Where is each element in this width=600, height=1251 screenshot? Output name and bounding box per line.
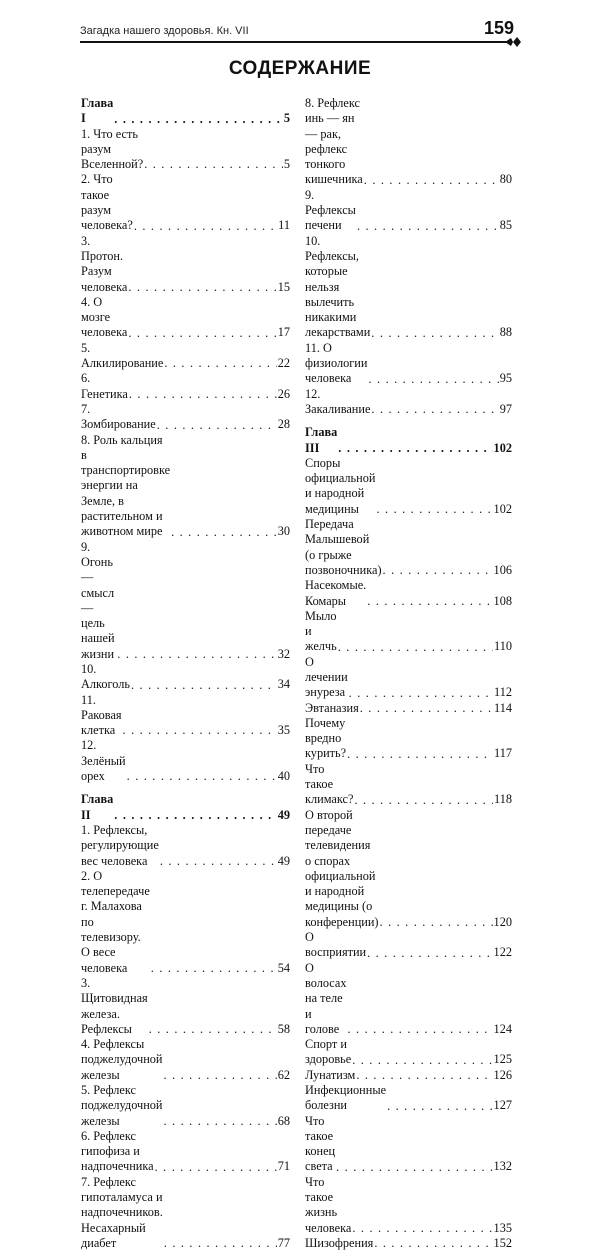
toc-entry: [305, 1114, 512, 1175]
toc-entry: [305, 655, 512, 701]
toc-entry-page: 5: [283, 111, 290, 126]
dot-leader: [376, 505, 492, 514]
dot-leader: [371, 329, 498, 338]
dot-leader: [352, 1056, 492, 1065]
toc-entry-page: 17: [277, 325, 290, 340]
toc-entry: [305, 701, 512, 716]
toc-entry: [81, 234, 290, 295]
dot-leader: [164, 359, 276, 368]
toc-entry: [81, 738, 290, 784]
toc-entry-page: 110: [494, 639, 512, 654]
toc-chapter-entry: [81, 96, 290, 127]
dot-leader: [171, 528, 277, 537]
dot-leader: [160, 857, 277, 866]
toc-entry-title: Почему вредно курить?: [305, 715, 347, 761]
toc-entry-title: 5. Рефлекс поджелудочной железы: [81, 1083, 163, 1128]
dot-leader: [357, 222, 499, 231]
header-rule: [80, 41, 508, 43]
dot-leader: [127, 772, 277, 781]
toc-entry: [305, 1068, 512, 1083]
page-number: 159: [483, 18, 514, 38]
toc-entry-page: 85: [499, 218, 512, 233]
dot-leader: [374, 1239, 492, 1248]
toc-entry-page: 26: [277, 386, 290, 401]
toc-entry-title: 12. Зелёный орех: [81, 738, 126, 784]
toc-entry-page: 71: [277, 1159, 290, 1174]
toc-entry-title: О восприятии: [305, 930, 367, 960]
toc-entry-title: 10. Алкоголь: [81, 661, 130, 692]
dot-leader: [364, 176, 499, 185]
toc-entry: [305, 1083, 512, 1114]
toc-entry: [305, 517, 512, 578]
toc-entry-title: 7. Рефлекс гипоталамуса и надпочечников. Несахарный диабет: [81, 1174, 163, 1250]
toc-entry-title: Что такое конец света: [305, 1113, 336, 1174]
toc-entry-page: 152: [493, 1235, 512, 1250]
toc-entry-page: 22: [277, 356, 290, 371]
toc-entry-page: 102: [493, 440, 512, 455]
toc-entry-title: Что такое жизнь человека: [305, 1174, 352, 1235]
toc-entry-page: 54: [277, 960, 290, 975]
toc-entry-page: 95: [499, 371, 512, 386]
dot-leader: [151, 964, 277, 973]
toc-entry-page: 58: [277, 1021, 290, 1036]
toc-entry-page: 97: [499, 401, 512, 416]
toc-entry-page: 11: [278, 218, 290, 233]
dot-leader: [368, 375, 498, 384]
dot-leader: [155, 1163, 277, 1172]
dot-leader: [117, 650, 276, 659]
toc-entry: [81, 1037, 290, 1083]
toc-entry-title: 8. Рефлекс инь — ян — рак, рефлекс тонкого кишечника: [305, 96, 363, 187]
toc-entry-title: 3. Протон. Разум человека: [81, 233, 128, 294]
toc-entry: [305, 387, 512, 418]
toc-entry-page: 34: [277, 677, 290, 692]
toc-entry: [305, 234, 512, 341]
toc-entry-page: 122: [493, 945, 512, 960]
toc-entry-title: 8. Роль кальция в транспортировке энергии на Земле, в растительном и животном мире: [81, 432, 171, 539]
toc-left-column: [81, 96, 290, 1251]
toc-entry-page: 62: [277, 1067, 290, 1082]
toc-entry-title: 2. Что такое разум человека?: [81, 172, 133, 233]
toc-entry-title: 1. Что есть разум Вселенной?: [81, 126, 144, 172]
toc-entry-page: 112: [494, 685, 512, 700]
chapter-spacer: [81, 784, 290, 792]
toc-entry-title: 3. Щитовидная железа. Рефлексы: [81, 975, 148, 1036]
toc-entry-title: 1. Рефлексы, регулирующие вес человека: [81, 822, 159, 868]
dot-leader: [367, 597, 492, 606]
toc-entry-page: 15: [277, 279, 290, 294]
dot-leader: [371, 405, 498, 414]
dot-leader: [383, 566, 493, 575]
toc-entry-title: 4. О мозге человека: [81, 294, 128, 340]
dot-leader: [149, 1025, 277, 1034]
toc-chapter-entry: [81, 792, 290, 823]
toc-entry: [81, 823, 290, 869]
toc-entry-page: 28: [277, 417, 290, 432]
dot-leader: [128, 283, 276, 292]
toc-entry-page: 77: [277, 1235, 290, 1250]
toc-entry-page: 35: [277, 723, 290, 738]
dot-leader: [347, 750, 493, 759]
toc-entry: [81, 402, 290, 433]
toc-entry: [81, 693, 290, 739]
toc-entry-page: 135: [493, 1220, 512, 1235]
toc-entry-page: 30: [277, 524, 290, 539]
dot-leader: [336, 1163, 492, 1172]
toc-entry-title: 11. Раковая клетка: [81, 692, 122, 738]
toc-entry-page: 127: [493, 1098, 512, 1113]
toc-entry-title: Шизофрения: [305, 1235, 374, 1250]
toc-entry-title: 10. Рефлексы, которые нельзя вылечить никакими лекарствами: [305, 233, 371, 340]
toc-entry-page: 126: [493, 1067, 512, 1082]
toc-entry: [305, 456, 512, 517]
toc-entry-page: 88: [499, 325, 512, 340]
toc-entry-page: 118: [494, 792, 512, 807]
toc-entry: [81, 371, 290, 402]
toc-entry-page: 120: [493, 914, 512, 929]
dot-leader: [114, 115, 283, 124]
toc-entry-title: 9. Огонь — смысл — цель нашей жизни: [81, 539, 115, 661]
dot-leader: [354, 796, 493, 805]
dot-leader: [338, 643, 493, 652]
toc-entry: [305, 762, 512, 808]
toc-entry-title: Насекомые. Комары: [305, 578, 367, 608]
toc-entry: [81, 976, 290, 1037]
dot-leader: [128, 329, 276, 338]
dot-leader: [356, 1071, 492, 1080]
dot-leader: [349, 689, 493, 698]
toc-entry-title: Спорт и здоровье: [305, 1037, 352, 1067]
dot-leader: [144, 160, 283, 169]
toc-entry-title: Глава III: [305, 425, 338, 455]
running-title: Загадка нашего здоровья. Кн. VII: [80, 25, 249, 37]
toc-entry-title: 6. Рефлекс гипофиза и надпочечника: [81, 1128, 154, 1174]
dot-leader: [134, 222, 277, 231]
dot-leader: [164, 1117, 277, 1126]
toc-entry: [81, 433, 290, 540]
toc-entry: [81, 869, 290, 976]
toc-right-column: [305, 96, 512, 1251]
toc-entry: [81, 662, 290, 693]
dot-leader: [131, 681, 277, 690]
toc-title: СОДЕРЖАНИЕ: [228, 58, 372, 79]
toc-entry-title: О второй передаче телевидения о спорах официальной и народной медицины (о конференции): [305, 807, 379, 929]
toc-entry-page: 49: [277, 853, 290, 868]
toc-entry-title: Эвтаназия: [305, 700, 359, 715]
dot-leader: [164, 1071, 277, 1080]
toc-entry-title: 4. Рефлексы поджелудочной железы: [81, 1037, 163, 1082]
dot-leader: [360, 704, 493, 713]
toc-chapter-entry: [305, 425, 512, 456]
toc-entry-page: 5: [283, 157, 290, 172]
toc-entry-title: 11. О физиологии человека: [305, 340, 368, 386]
toc-entry-page: 132: [493, 1159, 512, 1174]
toc-entry: [305, 341, 512, 387]
toc-entry-title: Лунатизм: [305, 1067, 356, 1082]
toc-entry: [305, 1236, 512, 1251]
toc-entry-title: Мыло и желчь: [305, 608, 337, 654]
toc-entry-title: Инфекционные болезни: [305, 1083, 387, 1113]
toc-entry-page: 80: [499, 172, 512, 187]
toc-entry: [305, 1175, 512, 1236]
toc-entry-title: 6. Генетика: [81, 371, 128, 401]
toc-entry: [305, 808, 512, 930]
toc-entry: [305, 609, 512, 655]
toc-entry: [305, 716, 512, 762]
dot-leader: [114, 811, 276, 820]
toc-entry: [81, 1175, 290, 1251]
toc-entry-page: 40: [277, 769, 290, 784]
toc-entry: [81, 172, 290, 233]
toc-entry-page: 114: [494, 700, 512, 715]
toc-entry-title: О лечении энуреза: [305, 654, 348, 700]
toc-entry-page: 124: [493, 1021, 512, 1036]
page-header: [80, 18, 520, 42]
toc-entry-title: 9. Рефлексы печени: [305, 187, 356, 233]
toc-entry: [81, 341, 290, 372]
toc-entry-page: 68: [277, 1113, 290, 1128]
toc-entry: [81, 1083, 290, 1129]
dot-leader: [387, 1102, 492, 1111]
toc-entry-title: 7. Зомбирование: [81, 401, 156, 432]
toc-entry: [305, 96, 512, 188]
dot-leader: [164, 1239, 277, 1248]
toc-entry: [305, 930, 512, 961]
toc-entry-title: Что такое климакс?: [305, 761, 354, 807]
toc-entry: [81, 127, 290, 173]
toc-entry-title: 5. Алкилирование: [81, 340, 164, 371]
toc-entry-title: 2. О телепередаче г. Малахова по телевизору. О весе человека: [81, 868, 150, 975]
toc-entry-page: 102: [493, 501, 512, 516]
toc-entry-page: 117: [494, 746, 512, 761]
toc-entry-page: 32: [277, 646, 290, 661]
toc-entry: [81, 540, 290, 662]
dot-leader: [338, 444, 492, 453]
toc-entry-page: 49: [277, 807, 290, 822]
toc-entry-title: Глава II: [81, 792, 114, 822]
toc-entry-page: 125: [493, 1052, 512, 1067]
dot-leader: [367, 949, 492, 958]
toc-entry-title: О волосах на теле и голове: [305, 960, 347, 1036]
dot-leader: [348, 1025, 493, 1034]
toc-entry-page: 106: [493, 562, 512, 577]
dot-leader: [352, 1224, 492, 1233]
toc-entry: [305, 578, 512, 609]
toc-entry-title: Споры официальной и народной медицины: [305, 455, 376, 516]
toc-entry-title: Глава I: [81, 96, 114, 126]
ornament-icon: [505, 34, 521, 50]
toc-entry: [305, 188, 512, 234]
dot-leader: [157, 421, 277, 430]
toc-entry: [305, 961, 512, 1037]
toc-entry-page: 108: [493, 593, 512, 608]
dot-leader: [129, 390, 277, 399]
dot-leader: [380, 918, 493, 927]
toc-entry: [305, 1037, 512, 1068]
toc-entry: [81, 295, 290, 341]
toc-entry-title: 12. Закаливание: [305, 386, 371, 416]
dot-leader: [123, 726, 277, 735]
toc-entry: [81, 1129, 290, 1175]
toc-entry-title: Передача Малышевой (о грыже позвоночника): [305, 517, 382, 577]
chapter-spacer: [305, 417, 512, 425]
